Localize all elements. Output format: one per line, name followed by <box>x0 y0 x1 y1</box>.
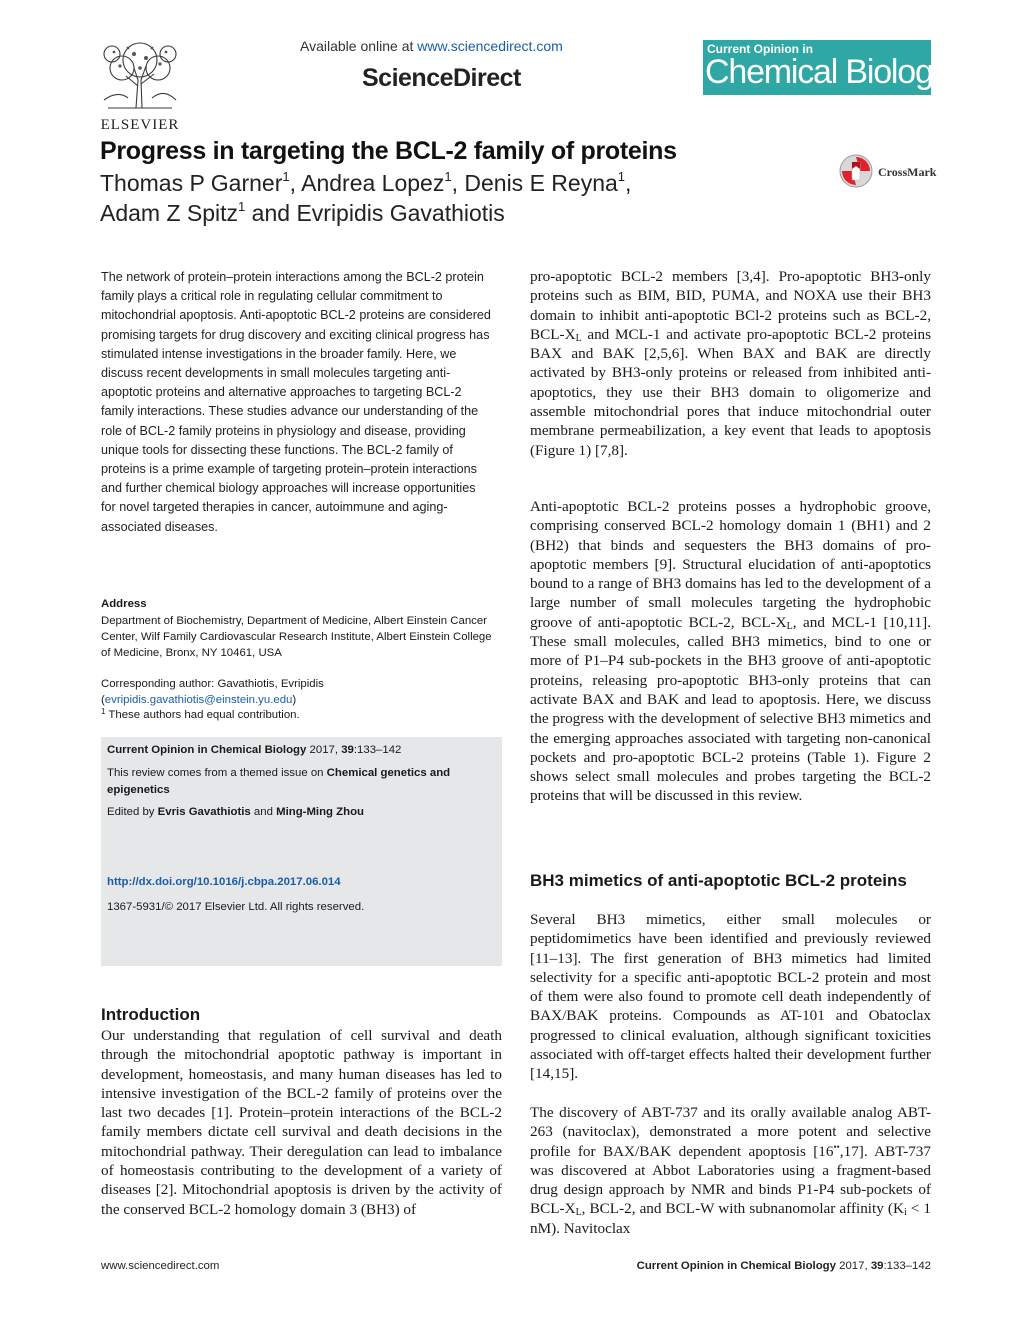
corresponding-author: Corresponding author: Gavathiotis, Evripidis (evripidis.gavathiotis@einstein.yu.edu) <box>101 678 324 707</box>
publisher-name: ELSEVIER <box>100 117 180 133</box>
doi <box>107 874 497 891</box>
elsevier-logo <box>98 40 182 133</box>
body-paragraph-1: pro-apoptotic BCL-2 members [3,4]. Pro-apoptotic BH3-only proteins such as BIM, BID, PUMA, and NOXA use their BH3 domain to inhibit anti-apoptotic BCl-2 proteins such as BCL-2, BCL-$X_L$ and MCL-1 and activate pro-apoptotic BCL-2 proteins BAX and BAK [2,5,6]. When BAX and BAK are directly activated by BH3-only proteins or released from inhibited anti-apoptotics, they use their BH3 domain to oligomerize and assemble mitochondrial pores that induce mitochondrial outer membrane permeabilization, a key event that leads to apoptosis (Figure 1) [7,8]. <box>530 268 931 459</box>
article-info-box <box>101 737 502 966</box>
doi-link[interactable]: http://dx.doi.org/10.1016/j.cbpa.2017.06.014 <box>107 876 341 888</box>
crossmark-label: CrossMark <box>878 165 937 179</box>
available-prefix: Available online at <box>300 38 418 54</box>
themed-issue: This review comes from a themed issue on Chemical genetics and epigenetics <box>107 767 451 796</box>
crossmark-icon <box>838 153 874 189</box>
body-paragraph-3: Several BH3 mimetics, either small molecules or peptidomimetics have been identified and previously reviewed [11–13]. The first generation of BH3 mimetics had limited selectivity for a specific anti-apoptotic BCL-2 protein and most of them were also found to promote cell death independently of BAX/BAK proteins. Compounds as AT-101 and Obatoclax progressed to clinical evaluation, although significant toxicities associated with off-target effects halted their development further [14,15]. <box>530 911 931 1083</box>
address-heading: Address <box>101 598 147 610</box>
author-email-link[interactable]: evripidis.gavathiotis@einstein.yu.edu <box>104 694 293 707</box>
editors: Edited by Evris Gavathiotis and Ming-Ming Zhou <box>107 806 365 818</box>
author-list: Thomas P Garner$^1$, Andrea Lopez$^1$, Denis E Reyna$^1$, Adam Z Spitz$^1$ and Evripidis Gavathiotis <box>100 169 632 226</box>
introduction-heading: Introduction <box>101 1005 201 1024</box>
body-paragraph-2: Anti-apoptotic BCL-2 proteins posses a hydrophobic groove, comprising conserved BCL-2 homology domain 1 (BH1) and 2 (BH2) that binds and sequesters the BH3 domains of pro-apoptotic members [9]. Structural elucidation of anti-apoptotics bound to a range of BH3 domains has led to the development of a large number of small molecules targeting the hydrophobic groove of anti-apoptotic BCL-2, BCL-$X_L$, and MCL-1 [10,11]. These small molecules, called BH3 mimetics, bind to one or more of P1–P4 sub-pockets in the BH3 groove of anti-apoptotic proteins, releasing pro-apoptotic BH3-only proteins that can activate BAX and BAK and lead to apoptosis. Here, we discuss the progress with the development of selective BH3 mimetics and the emerging approaches associated with targeting non-canonical pockets and pro-apoptotic BCL-2 proteins (Table 1). Figure 2 shows select small molecules and probes targeting the BCL-2 proteins that will be discussed in this review. <box>530 498 931 805</box>
platform-name: ScienceDirect <box>362 64 521 92</box>
author-4[interactable]: Adam Z Spitz$^1$ <box>100 199 246 226</box>
author-1[interactable]: Thomas P Garner$^1$ <box>100 169 290 196</box>
footer-citation: Current Opinion in Chemical Biology 2017, 39:133–142 <box>636 1260 931 1272</box>
journal-citation: Current Opinion in Chemical Biology 2017, 39:133–142 <box>107 744 402 756</box>
crossmark-badge[interactable] <box>838 153 938 189</box>
journal-banner <box>703 40 949 95</box>
body-paragraph-4: The discovery of ABT-737 and its orally available analog ABT-263 (navitoclax), demonstrated a more potent and selective profile for BAX/BAK dependent apoptosis [16••,17]. ABT-737 was discovered at Abbot Laboratories using a fragment-based drug design approach by NMR and binds P1-P4 sub-pockets of BCL-$X_L$, BCL-2, and BCL-W with subnanomolar affinity ($K_i < 1$ nM). Navitoclax <box>530 1104 931 1237</box>
author-3[interactable]: Denis E Reyna$^1$ <box>464 169 626 196</box>
section-heading-bh3-mimetics: BH3 mimetics of anti-apoptotic BCL-2 proteins <box>530 871 907 890</box>
sciencedirect-link[interactable]: www.sciencedirect.com <box>417 38 563 54</box>
footer-website: www.sciencedirect.com <box>101 1260 220 1272</box>
abstract: The network of protein–protein interactions among the BCL-2 protein family plays a critical role in regulating cellular commitment to mitochondrial apoptosis. Anti-apoptotic BCL-2 proteins are considered promising targets for drug discovery and exciting clinical progress has stimulated intense investigations in the broader family. Here, we discuss recent developments in small molecules targeting anti-apoptotic proteins and alternative approaches to targeting BCL-2 family interactions. These studies advance our understanding of the role of BCL-2 family proteins in physiology and disease, providing unique tools for dissecting these functions. The BCL-2 family of proteins is a prime example of targeting protein–protein interactions and further chemical biology approaches will increase opportunities for novel targeted therapies in cancer, autoimmune and aging-associated diseases. <box>101 270 491 534</box>
article-title: Progress in targeting the BCL-2 family of proteins <box>100 137 677 165</box>
introduction-text: Our understanding that regulation of cell survival and death through the mitochondrial apoptotic pathway is important in development, homeostasis, and many human diseases has led to intensive investigation of the BCL-2 family of proteins over the last two decades [1]. Protein–protein interactions of the BCL-2 family members dictate cell survival and death decisions in the mitochondrial pathway. Their deregulation can lead to imbalance of homeostasis contributing to the development of a variety of diseases [2]. Mitochondrial apoptosis is driven by the activity of the conserved BCL-2 homology domain 3 (BH3) of <box>101 1027 502 1218</box>
address-text: Department of Biochemistry, Department of Medicine, Albert Einstein Cancer Center, Wilf Family Cardiovascular Research Institute, Albert Einstein College of Medicine, Bronx, NY 10461, USA <box>101 615 492 660</box>
journal-large-title: Chemical Biology <box>705 53 949 91</box>
equal-contribution-footnote: $^1$ These authors had equal contribution. <box>101 707 300 721</box>
author-2[interactable]: Andrea Lopez$^1$ <box>301 169 452 196</box>
copyright: 1367-5931/© 2017 Elsevier Ltd. All rights reserved. <box>107 901 365 913</box>
author-5[interactable]: Evripidis Gavathiotis <box>296 200 505 226</box>
elsevier-tree-icon <box>98 40 182 110</box>
available-online <box>300 38 563 54</box>
journal-small-title: Current Opinion in <box>707 42 813 56</box>
